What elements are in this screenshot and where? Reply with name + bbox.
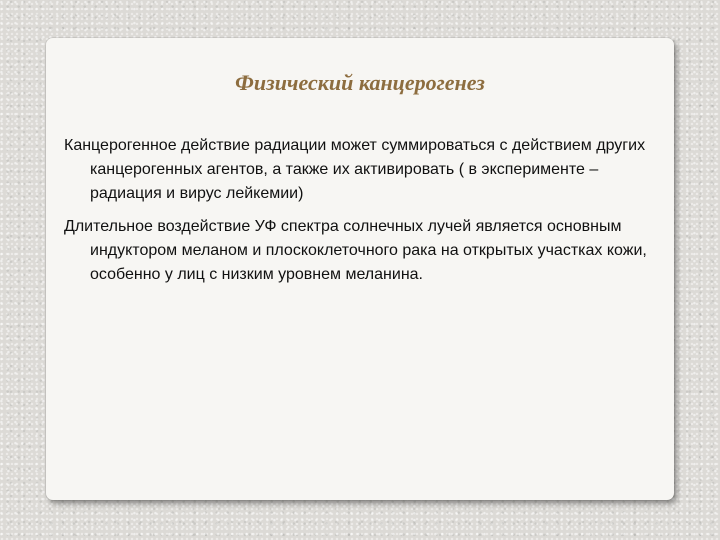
slide-body — [64, 134, 674, 296]
paragraph-radiation-carcinogenesis: Канцерогенное действие радиации может суммироваться с действием других канцерогенных агентов, а также их активировать ( в эксперименте – радиация и вирус лейкемии) — [64, 137, 646, 202]
slide-title: Физический канцерогенез — [235, 70, 485, 95]
paragraph-uv-exposure: Длительное воздействие УФ спектра солнечных лучей является основным индуктором меланом и плоскоклеточного рака на открытых участках кожи, особенно у лиц с низким уровнем меланина. — [64, 218, 647, 283]
